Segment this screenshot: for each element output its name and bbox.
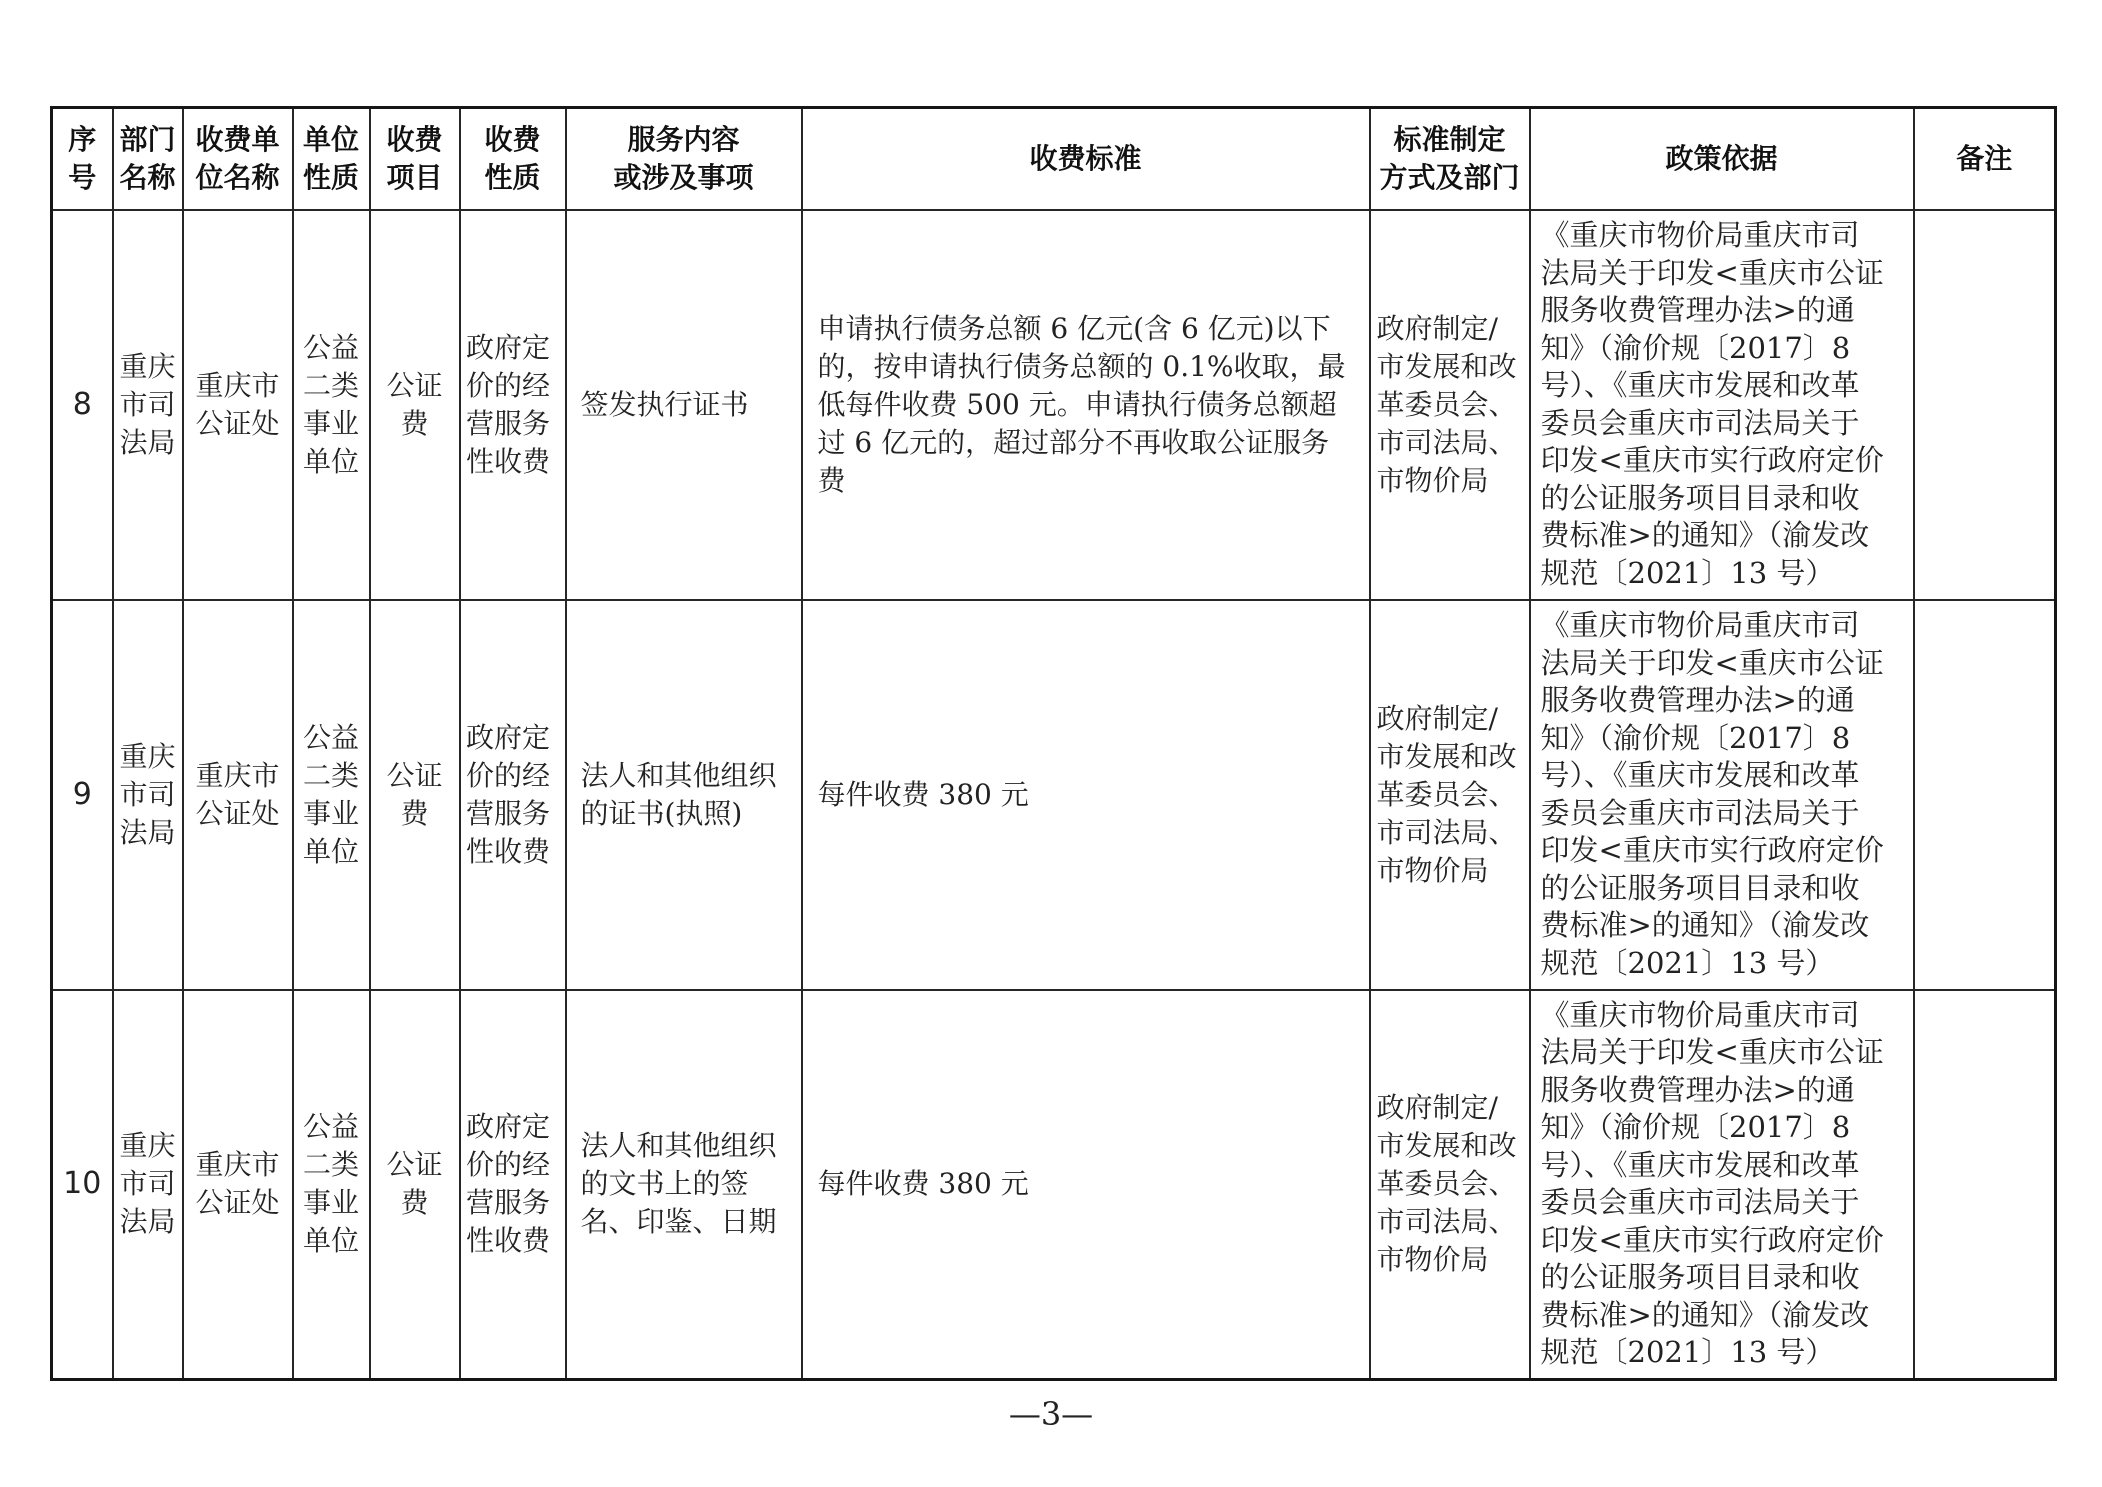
header-standard-maker: 标准制定 方式及部门 (1370, 108, 1530, 210)
remark-cell (1914, 600, 2056, 990)
unit-nature-cell: 公益 二类 事业 单位 (293, 600, 370, 990)
seq-cell: 10 (52, 990, 113, 1380)
fee-item-cell: 公证 费 (370, 210, 460, 600)
fee-standard-cell: 每件收费 380 元 (802, 990, 1370, 1380)
fee-item-cell: 公证 费 (370, 990, 460, 1380)
unit-cell: 重庆市 公证处 (183, 990, 293, 1380)
service-cell: 签发执行证书 (566, 210, 802, 600)
fee-nature-cell: 政府定 价的经 营服务 性收费 (460, 210, 566, 600)
fee-nature-cell: 政府定 价的经 营服务 性收费 (460, 990, 566, 1380)
dept-cell: 重庆 市司 法局 (113, 990, 183, 1380)
seq-cell: 8 (52, 210, 113, 600)
header-seq: 序 号 (52, 108, 113, 210)
standard-maker-cell: 政府制定/ 市发展和改 革委员会、 市司法局、 市物价局 (1370, 210, 1530, 600)
header-row (52, 108, 2056, 210)
service-cell: 法人和其他组织 的证书(执照) (566, 600, 802, 990)
seq-cell: 9 (52, 600, 113, 990)
fee-item-cell: 公证 费 (370, 600, 460, 990)
header-fee-standard: 收费标准 (802, 108, 1370, 210)
unit-cell: 重庆市 公证处 (183, 210, 293, 600)
unit-nature-cell: 公益 二类 事业 单位 (293, 990, 370, 1380)
service-cell: 法人和其他组织 的文书上的签 名、印鉴、日期 (566, 990, 802, 1380)
header-remark: 备注 (1914, 108, 2056, 210)
standard-maker-cell: 政府制定/ 市发展和改 革委员会、 市司法局、 市物价局 (1370, 990, 1530, 1380)
header-dept: 部门 名称 (113, 108, 183, 210)
table-row (52, 600, 2056, 990)
unit-nature-cell: 公益 二类 事业 单位 (293, 210, 370, 600)
header-unit-nature: 单位 性质 (293, 108, 370, 210)
header-fee-nature: 收费 性质 (460, 108, 566, 210)
standard-maker-cell: 政府制定/ 市发展和改 革委员会、 市司法局、 市物价局 (1370, 600, 1530, 990)
policy-basis-cell: 《重庆市物价局重庆市司 法局关于印发<重庆市公证 服务收费管理办法>的通 知》（渝价规〔2017〕8 号）、《重庆市发展和改革 委员会重庆市司法局关于 印发<重庆市实行政府定价 的公证服务项目目录和收 费标准>的通知》（渝发改 规范〔2021〕13 号） (1530, 600, 1914, 990)
remark-cell (1914, 990, 2056, 1380)
page-number: —3— (1008, 1395, 1094, 1433)
policy-basis-cell: 《重庆市物价局重庆市司 法局关于印发<重庆市公证 服务收费管理办法>的通 知》（渝价规〔2017〕8 号）、《重庆市发展和改革 委员会重庆市司法局关于 印发<重庆市实行政府定价 的公证服务项目目录和收 费标准>的通知》（渝发改 规范〔2021〕13 号） (1530, 990, 1914, 1380)
header-unit: 收费单 位名称 (183, 108, 293, 210)
fee-nature-cell: 政府定 价的经 营服务 性收费 (460, 600, 566, 990)
header-service: 服务内容 或涉及事项 (566, 108, 802, 210)
table-row (52, 210, 2056, 600)
table-row (52, 990, 2056, 1380)
header-fee-item: 收费 项目 (370, 108, 460, 210)
unit-cell: 重庆市 公证处 (183, 600, 293, 990)
policy-basis-cell: 《重庆市物价局重庆市司 法局关于印发<重庆市公证 服务收费管理办法>的通 知》（渝价规〔2017〕8 号）、《重庆市发展和改革 委员会重庆市司法局关于 印发<重庆市实行政府定价 的公证服务项目目录和收 费标准>的通知》（渝发改 规范〔2021〕13 号） (1530, 210, 1914, 600)
dept-cell: 重庆 市司 法局 (113, 210, 183, 600)
remark-cell (1914, 210, 2056, 600)
header-policy-basis: 政策依据 (1530, 108, 1914, 210)
fee-standard-cell: 申请执行债务总额 6 亿元(含 6 亿元)以下 的，按申请执行债务总额的 0.1%收取，最 低每件收费 500 元。申请执行债务总额超 过 6 亿元的，超过部分不再收取公证服务 费 (802, 210, 1370, 600)
fee-standard-cell: 每件收费 380 元 (802, 600, 1370, 990)
fee-table (50, 106, 2057, 1381)
dept-cell: 重庆 市司 法局 (113, 600, 183, 990)
